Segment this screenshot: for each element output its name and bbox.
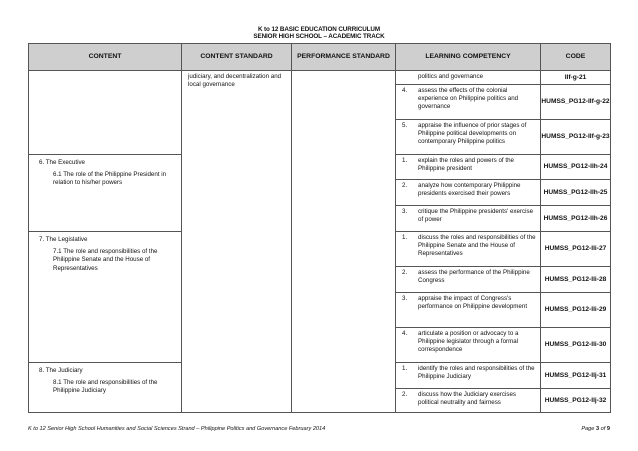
code-cell: HUMSS_PG12-IIf-g-23 [541, 120, 611, 155]
code-cell: HUMSS_PG12-IIi-30 [541, 328, 611, 363]
content-cell-executive [29, 155, 182, 232]
content-standard-cell [182, 71, 292, 413]
competency-text: articulate a position or advocacy to a Philippine legislator through a formal correspondence [418, 330, 519, 354]
competency-number: 3. [402, 295, 408, 302]
competency-number: 4. [402, 87, 408, 94]
code-cell: HUMSS_PG12-IIh-25 [541, 180, 611, 206]
code-cell: HUMSS_PG12-IIi-28 [541, 267, 611, 293]
table-header-row [29, 44, 611, 71]
competency-text: discuss the roles and responsibilities of the Philippine Senate and the House of Representatives [418, 234, 536, 258]
competency-text: appraise the impact of Congress's performance on Philippine development [418, 295, 528, 311]
code-cell: HUMSS_PG12-IIi-29 [541, 293, 611, 328]
competency-text: politics and governance [418, 73, 484, 80]
competency-cell [396, 328, 541, 363]
footer-document-title: K to 12 Senior High School Humanities and Social Sciences Strand – Philippine Politics and Governance February 2014 [28, 426, 326, 432]
page-of: of [600, 426, 606, 432]
code-cell: HUMSS_PG12-IIf-g-22 [541, 85, 611, 120]
curriculum-table [28, 43, 611, 413]
footer-page-number [581, 426, 610, 432]
competency-text: identify the roles and responsibilities of the Philippine Judiciary [418, 365, 535, 381]
competency-text: explain the roles and powers of the Philippine president [418, 157, 514, 173]
content-subtopic: 6.1 The role of the Philippine President in relation to his/her powers [53, 171, 167, 187]
content-topic: 7. The Legislative [39, 236, 88, 243]
competency-cell [396, 267, 541, 293]
code-cell: HUMSS_PG12-IIj-32 [541, 389, 611, 413]
code-cell: IIf-g-21 [541, 71, 611, 85]
code-cell: HUMSS_PG12-IIj-31 [541, 363, 611, 389]
code-cell: HUMSS_PG12-IIh-24 [541, 155, 611, 180]
competency-number: 2. [402, 269, 408, 276]
competency-cell [396, 232, 541, 267]
competency-cell [396, 180, 541, 206]
competency-text: appraise the influence of prior stages of Philippine political developments on contemporary Philippine politics [418, 122, 527, 146]
competency-number: 4. [402, 330, 408, 337]
competency-text: assess the performance of the Philippine Congress [418, 269, 530, 285]
content-topic: 8. The Judiciary [39, 367, 83, 374]
content-subtopic: 8.1 The role and responsibilities of the Philippine Judiciary [53, 379, 158, 395]
performance-standard-cell [292, 71, 396, 413]
page-label: Page [581, 426, 595, 432]
col-header-learning-competency: LEARNING COMPETENCY [396, 44, 541, 71]
competency-number: 1. [402, 157, 408, 164]
content-cell-continued [29, 71, 182, 155]
competency-cell [396, 389, 541, 413]
table-row [29, 71, 611, 85]
competency-number: 3. [402, 208, 408, 215]
competency-cell [396, 293, 541, 328]
content-cell-judiciary [29, 363, 182, 413]
competency-cell [396, 206, 541, 232]
competency-number: 1. [402, 234, 408, 241]
content-cell-legislative [29, 232, 182, 363]
competency-text: critique the Philippine presidents' exercise of power [418, 208, 534, 224]
code-cell: HUMSS_PG12-IIi-27 [541, 232, 611, 267]
content-topic: 6. The Executive [39, 159, 85, 166]
competency-text: assess the effects of the colonial experience on Philippine politics and governance [418, 87, 519, 111]
competency-number: 2. [402, 182, 408, 189]
page-total: 9 [606, 426, 610, 432]
col-header-code: CODE [541, 44, 611, 71]
content-subtopic: 7.1 The role and responsibilities of the Philippine Senate and the House of Representatives [53, 248, 158, 272]
code-cell: HUMSS_PG12-IIh-26 [541, 206, 611, 232]
competency-cell [396, 85, 541, 120]
competency-text: discuss how the Judiciary exercises political neutrality and fairness [418, 391, 517, 407]
page-current: 3 [595, 426, 600, 432]
col-header-performance-standard: PERFORMANCE STANDARD [292, 44, 396, 71]
content-standard-text: judiciary, and decentralization and local governance [188, 73, 282, 89]
doc-title: K to 12 BASIC EDUCATION CURRICULUM [257, 26, 381, 33]
competency-number: 1. [402, 365, 408, 372]
col-header-content-standard: CONTENT STANDARD [182, 44, 292, 71]
doc-subtitle: SENIOR HIGH SCHOOL – ACADEMIC TRACK [253, 33, 385, 40]
competency-number: 2. [402, 391, 408, 398]
competency-cell [396, 363, 541, 389]
competency-cell [396, 120, 541, 155]
competency-cell [396, 155, 541, 180]
competency-cell [396, 71, 541, 85]
col-header-content: CONTENT [29, 44, 182, 71]
competency-text: analyze how contemporary Philippine presidents exercised their powers [418, 182, 521, 198]
competency-number: 5. [402, 122, 408, 129]
